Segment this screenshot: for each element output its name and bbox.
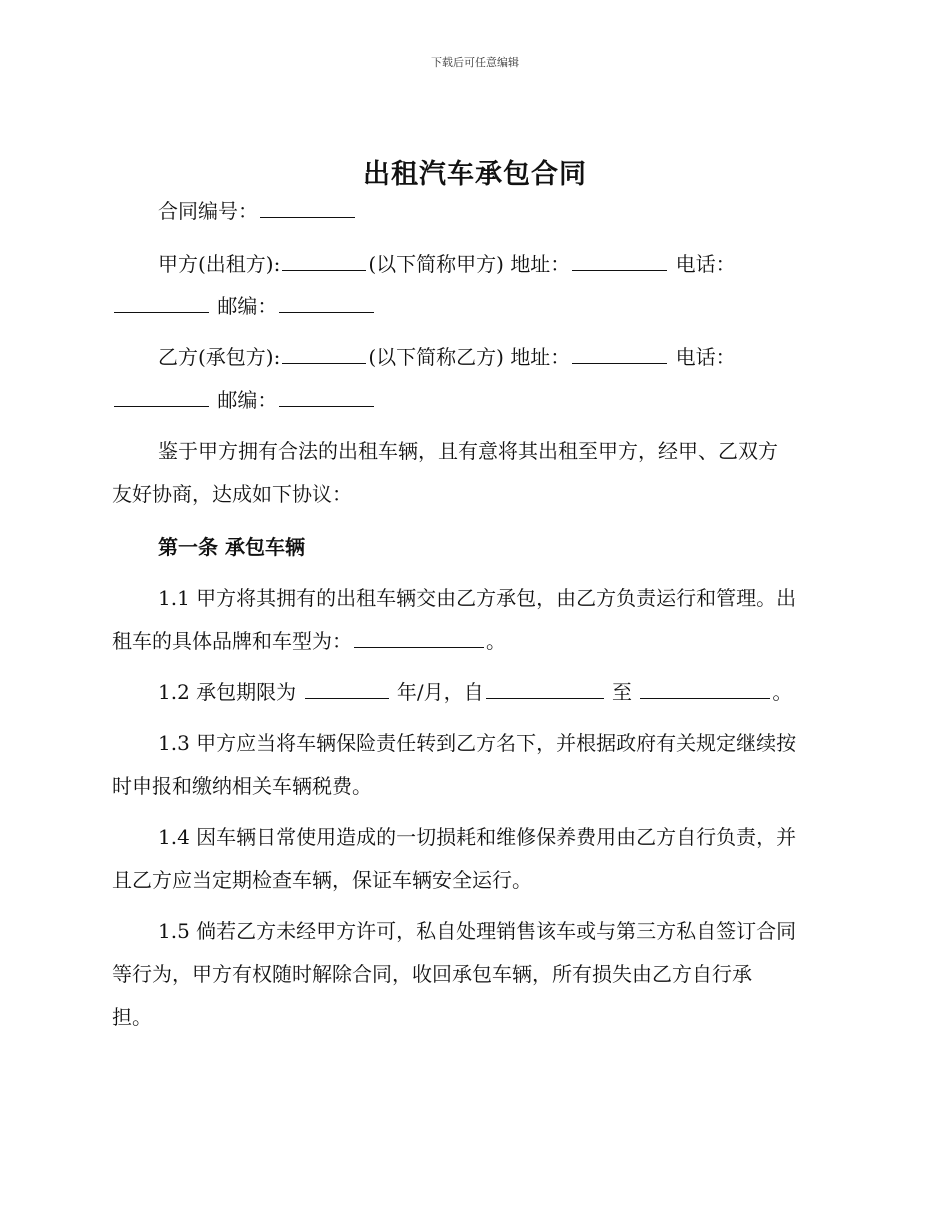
clause-1-2-line	[158, 678, 792, 706]
clause-1-5-line-3: 担。	[112, 1005, 152, 1029]
clause-1-4-line-2: 且乙方应当定期检查车辆，保证车辆安全运行。	[112, 868, 532, 892]
document-title: 出租汽车承包合同	[363, 159, 587, 190]
clause-1-1-line-2	[112, 627, 506, 655]
preamble-line-2: 友好协商，达成如下协议：	[112, 482, 352, 506]
party-b-line	[158, 343, 736, 371]
party-b-address-blank[interactable]	[572, 343, 667, 364]
preamble-line-1: 鉴于甲方拥有合法的出租车辆，且有意将其出租至甲方，经甲、乙双方	[158, 439, 778, 463]
clause-1-1-line-1: 1.1 甲方将其拥有的出租车辆交由乙方承包，由乙方负责运行和管理。出	[158, 586, 797, 610]
clause-1-5-line-1: 1.5 倘若乙方未经甲方许可，私自处理销售该车或与第三方私自签订合同	[158, 919, 797, 943]
contract-number-blank[interactable]	[260, 197, 355, 218]
party-a-label: 甲方(出租方):	[158, 252, 281, 276]
start-date-blank[interactable]	[486, 678, 604, 699]
party-b-label: 乙方(承包方):	[158, 345, 281, 369]
party-a-address-blank[interactable]	[572, 250, 667, 271]
party-b-phone-label: 电话：	[675, 345, 736, 369]
party-a-address-label: 地址：	[510, 252, 571, 276]
header-note: 下载后可任意编辑	[431, 56, 519, 69]
clause-1-1-end: 。	[486, 629, 506, 653]
contract-number-label: 合同编号：	[158, 199, 258, 223]
clause-1-2-to: 至	[612, 680, 632, 704]
party-b-phone-blank[interactable]	[114, 386, 209, 407]
vehicle-model-blank[interactable]	[354, 627, 484, 648]
end-date-blank[interactable]	[640, 678, 770, 699]
article-1-title: 第一条 承包车辆	[158, 535, 305, 559]
party-a-alias: (以下简称甲方)	[368, 252, 504, 276]
clause-1-4-line-1: 1.4 因车辆日常使用造成的一切损耗和维修保养费用由乙方自行负责，并	[158, 825, 797, 849]
party-b-postcode-blank[interactable]	[279, 386, 374, 407]
clause-1-5-line-2: 等行为，甲方有权随时解除合同，收回承包车辆，所有损失由乙方自行承	[112, 962, 752, 986]
party-b-postcode-label: 邮编：	[217, 388, 278, 412]
clause-1-2-unit: 年/月，自	[396, 680, 484, 704]
term-length-blank[interactable]	[305, 678, 389, 699]
clause-1-2-end: 。	[772, 680, 793, 704]
contract-number-line	[158, 197, 357, 225]
clause-1-2-prefix: 1.2 承包期限为	[158, 680, 297, 704]
party-a-line	[158, 250, 736, 278]
party-a-postcode-label: 邮编：	[217, 294, 278, 318]
clause-1-3-line-1: 1.3 甲方应当将车辆保险责任转到乙方名下，并根据政府有关规定继续按	[158, 731, 797, 755]
party-b-alias: (以下简称乙方)	[368, 345, 504, 369]
party-a-phone-blank[interactable]	[114, 292, 209, 313]
party-a-line-2	[112, 292, 376, 320]
clause-1-3-line-2: 时申报和缴纳相关车辆税费。	[112, 774, 372, 798]
party-b-address-label: 地址：	[510, 345, 571, 369]
clause-1-1-text: 租车的具体品牌和车型为：	[112, 629, 352, 653]
party-a-postcode-blank[interactable]	[279, 292, 374, 313]
party-a-name-blank[interactable]	[282, 250, 366, 271]
party-b-line-2	[112, 386, 376, 414]
party-a-phone-label: 电话：	[675, 252, 736, 276]
party-b-name-blank[interactable]	[282, 343, 366, 364]
